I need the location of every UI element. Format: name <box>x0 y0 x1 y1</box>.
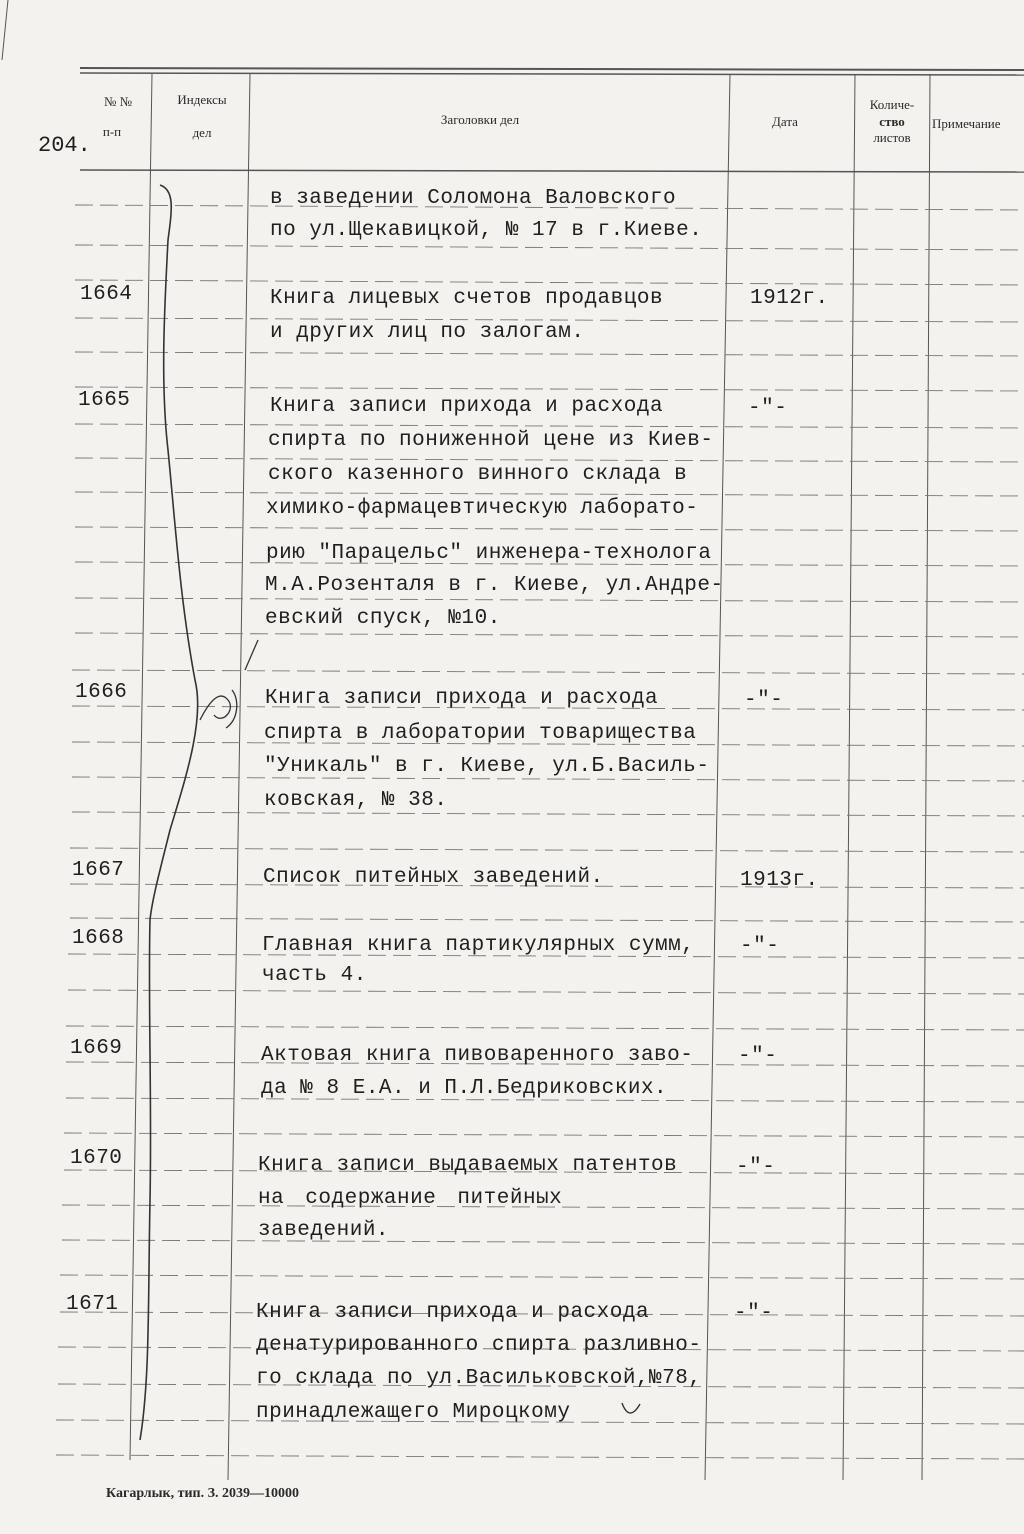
entry-title-line: денатурированного спирта разливно- <box>256 1334 702 1357</box>
entry-title-line: заведений. <box>258 1219 390 1242</box>
header-index-label: Индексы <box>177 92 227 107</box>
header-notes-label: Примечание <box>932 116 1001 131</box>
entry-date: -"- <box>740 935 780 958</box>
header-sheets-label-2: ство <box>879 114 905 129</box>
entry-title-line: часть 4. <box>262 964 367 987</box>
entry-number: 1667 <box>72 859 125 882</box>
header-sheets-label-3: листов <box>873 130 911 145</box>
header-date-label: Дата <box>772 114 798 129</box>
entry-date: -"- <box>744 689 784 712</box>
entry-title-line: го склада по ул.Васильковской,№78, <box>256 1367 702 1390</box>
entry-number: 1669 <box>70 1037 123 1060</box>
header-number-sublabel: п-п <box>102 124 122 139</box>
header-title-label: Заголовки дел <box>440 112 520 127</box>
entry-title-line: Книга записи прихода и расхода <box>270 395 664 418</box>
entry-date: -"- <box>748 397 788 420</box>
entry-title-line: рию "Парацельс" инженера-технолога <box>266 542 712 565</box>
sheet-number: 204. <box>38 133 91 158</box>
printer-imprint: Кагарлык, тип. З. 2039—10000 <box>106 1486 300 1501</box>
entry-date: 1913г. <box>740 869 819 892</box>
entry-date: 1912г. <box>750 287 829 310</box>
entry-title-line: Книга лицевых счетов продавцов <box>270 287 664 310</box>
header-index-sublabel: дел <box>192 125 212 140</box>
entry-title-line: спирта в лаборатории товарищества <box>264 722 697 745</box>
entry-title-line: спирта по пониженной цене из Киев- <box>268 429 714 452</box>
continuation-line: по ул.Щекавицкой, № 17 в г.Киеве. <box>270 219 703 242</box>
entry-date: -"- <box>738 1045 778 1068</box>
entry-title-line: Книга записи выдаваемых патентов <box>258 1154 678 1177</box>
entry-title-line: Список питейных заведений. <box>263 866 604 889</box>
entry-date: -"- <box>736 1156 776 1179</box>
entry-title-line: Книга записи прихода и расхода <box>265 687 659 710</box>
entry-title-line: ковская, № 38. <box>264 789 448 812</box>
entry-title-line: М.А.Розенталя в г. Киеве, ул.Андре- <box>265 574 724 597</box>
entry-number: 1671 <box>66 1293 119 1316</box>
entry-date: -"- <box>734 1302 774 1325</box>
entry-title-line: Книга записи прихода и расхода <box>256 1301 650 1324</box>
handwritten-check-mark <box>622 1403 640 1413</box>
entry-title-line: Главная книга партикулярных сумм, <box>262 934 695 957</box>
header-sheets-label-1: Количе- <box>869 97 915 112</box>
entry-title-line: "Уникаль" в г. Киеве, ул.Б.Василь- <box>264 755 710 778</box>
entry-title-line: да № 8 Е.А. и П.Л.Бедриковских. <box>261 1077 668 1100</box>
entry-number: 1665 <box>78 389 131 412</box>
entry-title-line: евский спуск, №10. <box>265 607 501 630</box>
entry-number: 1666 <box>75 681 128 704</box>
entry-title-line: химико-фармацевтическую лаборато- <box>266 497 699 520</box>
entry-number: 1668 <box>72 927 125 950</box>
entry-title-line: и других лиц по залогам. <box>270 321 585 344</box>
entry-title-line: принадлежащего Мироцкому <box>256 1401 571 1424</box>
header-number-label: № № <box>103 94 133 109</box>
handwritten-scribble-mark <box>200 640 258 728</box>
entry-number: 1664 <box>80 283 133 306</box>
entry-title-line: ского казенного винного склада в <box>268 463 688 486</box>
entry-number: 1670 <box>70 1147 123 1170</box>
continuation-line: в заведении Соломона Валовского <box>270 187 677 210</box>
entry-title-line: на содержание питейных <box>258 1187 563 1210</box>
entry-title-line: Актовая книга пивоваренного заво- <box>261 1044 694 1067</box>
